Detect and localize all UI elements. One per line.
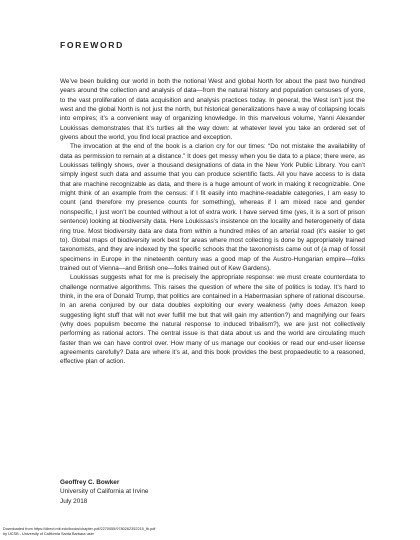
download-footer bbox=[3, 527, 155, 536]
footer-user-line: by UCSB - University of California Santa Barbara user bbox=[3, 531, 94, 536]
author-name: Geoffrey C. Bowker bbox=[60, 479, 120, 486]
paragraph-1: We’ve been building our world in both the notional West and global North for about the past two hundred years around the collection and analysis of data—from the natural history and population censuses of yore, to the vast proliferation of data acquisition and analysis practices today. In general, the West isn’t just the west and the global North is not just the north, but historical generalizations have a way of collapsing locals into empires; it’s a convenient way of organizing knowledge. In this marvelous volume, Yanni Alexander Loukissas demonstrates that it’s turtles all the way down: at whatever level you take an ordered set of givens about the world, you find local practice and exception. bbox=[60, 78, 365, 142]
signature-date: July 2018 bbox=[60, 497, 88, 505]
footer-download-line: Downloaded from https://direct.mit.edu/books/chapter-pdf/2270055/9780262352215_fb.pdf bbox=[3, 527, 156, 531]
signature-block bbox=[60, 478, 148, 506]
paragraph-3: Loukissas suggests what for me is precisely the appropriate response: we must create counterdata to challenge normative algorithms. This raises the question of where the site of politics is today. It’s hard to think, in the era of Donald Trump, that politics are contained in a Habermasian sphere of rational discourse. In an arena conjured by our data doubles exploiting our every weakness (why does Amazon keep suggesting light stuff that will not ever fulfill me but that will gain my attention?) and magnifying our fears (why does populism become the natural response to induced tribalism?), we are just not collectively performing as rational actors. The central issue is that data about us and the world are circulating much faster than we can have control over. How many of us manage our cookies or read our end-user license agreements carefully? Data are where it’s at, and this book provides the best propaedeutic to a reasoned, effective plan of action. bbox=[60, 274, 365, 366]
foreword-body bbox=[60, 77, 365, 367]
paragraph-2: The invocation at the end of the book is a clarion cry for our times: “Do not mistake the availability of data as permission to remain at a distance.” It does get messy when you tie data to a place; there were, as Loukissas tellingly shows, over a thousand designations of data in the New York Public Library. You can’t simply ingest such data and assume that you can produce scientific facts. All you have access to is data that are machine recognizable as data, and there is a huge amount of work in making it recognizable. One might think of an example from the census: if I fit easily into machine-readable categories, I am easy to count (and therefore my presence counts for something), whereas if I am mixed race and gender nonspecific, I just won’t be counted without a lot of extra work. I have served time (yes, it is a sort of prison sentence) looking at biodiversity data. Here Loukissas’s insistence on the locality and heterogeneity of data ring true. Most biodiversity data are data from within a hundred miles of an arterial road (it’s easier to get to). Global maps of biodiversity work best for areas where most collecting is done by appropriately trained taxonomists, and they are indexed by the specific schools that the taxonomists came out of (a map of fossil specimens in Europe in the nineteenth century was a good map of the Austro-Hungarian empire—folks trained out of Vienna—and British one—folks trained out of Kew Gardens). bbox=[60, 143, 365, 272]
page-title: FOREWORD bbox=[60, 40, 124, 50]
author-affiliation: University of California at Irvine bbox=[60, 488, 149, 496]
